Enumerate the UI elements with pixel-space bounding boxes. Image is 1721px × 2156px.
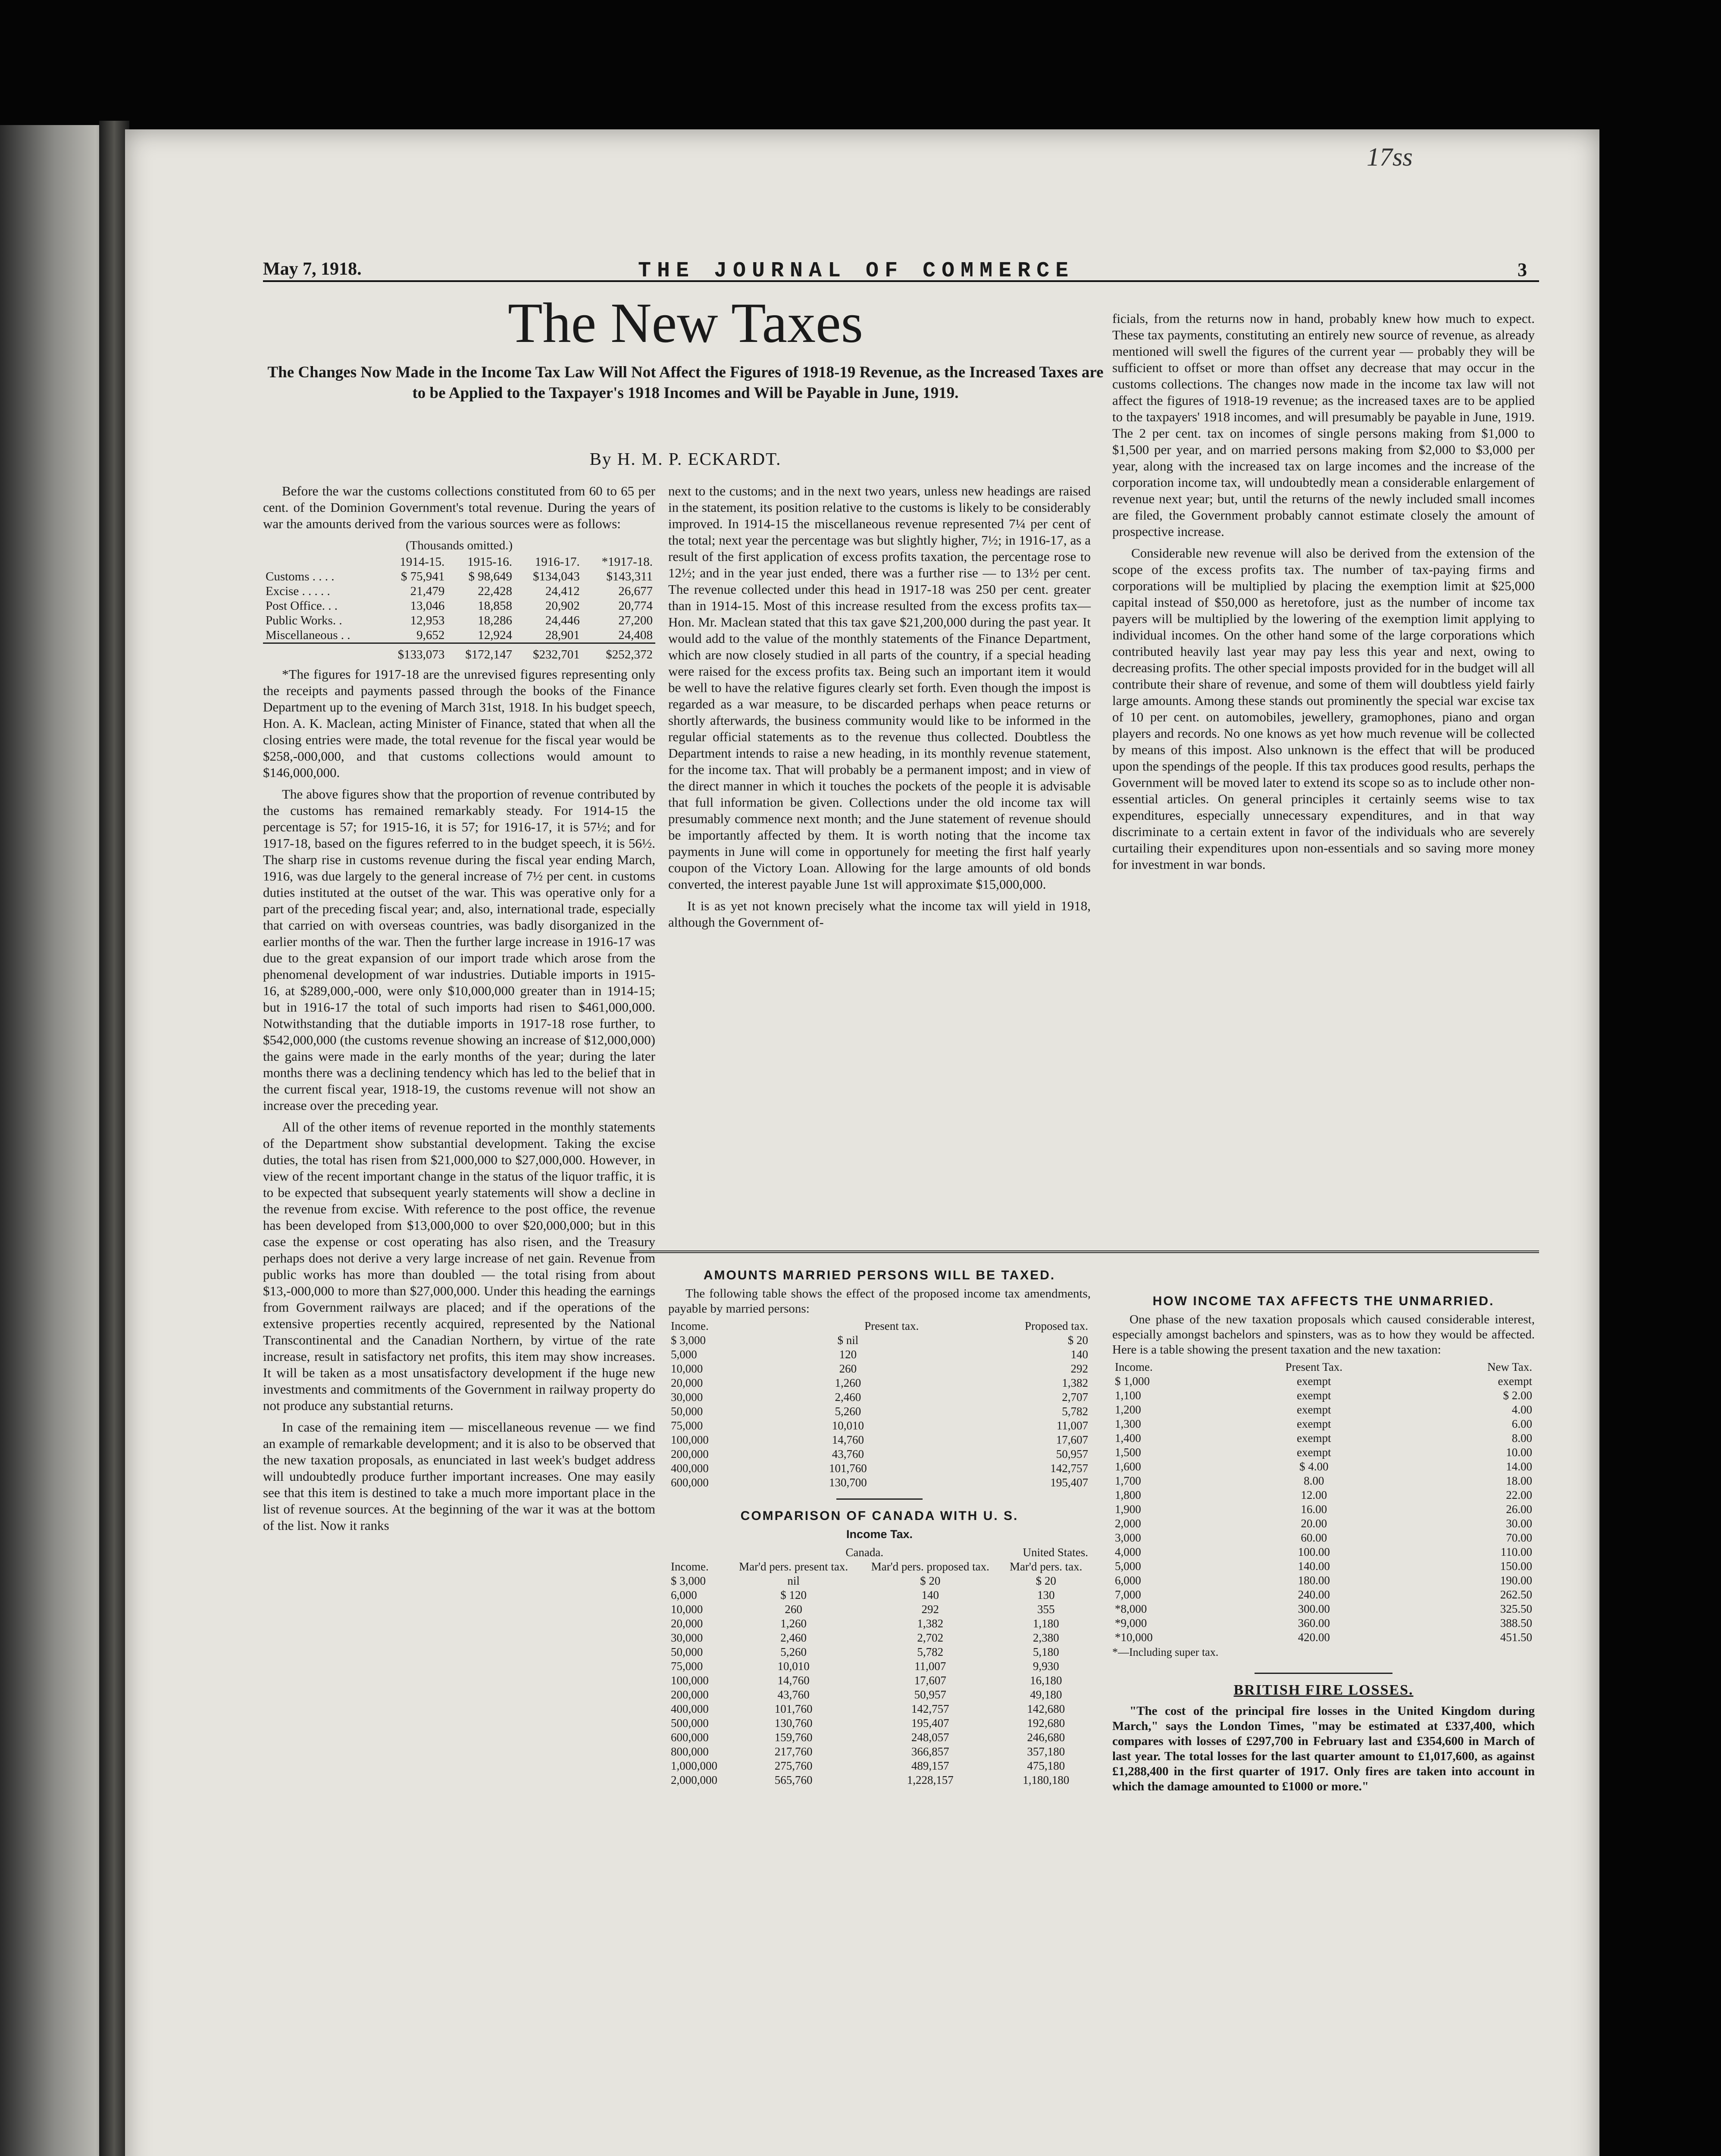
tax-cell: 1,260 — [780, 1617, 807, 1630]
tax-cell: 292 — [921, 1603, 939, 1616]
table-row — [668, 1745, 1091, 1759]
income-cell: 100,000 — [671, 1674, 709, 1687]
tax-cell: 26.00 — [1506, 1503, 1532, 1516]
row-label — [263, 643, 380, 662]
table-row — [1112, 1374, 1535, 1388]
tax-cell: 2,380 — [1033, 1631, 1059, 1644]
income-cell: *10,000 — [1115, 1631, 1153, 1644]
header-cell: Mar'd pers. tax. — [1010, 1560, 1083, 1573]
tax-cell: 10,010 — [832, 1419, 864, 1432]
table-cell: 18,858 — [478, 599, 513, 613]
table-cell: 13,046 — [410, 599, 445, 613]
tax-cell: 11,007 — [914, 1660, 946, 1673]
revenue-table — [263, 555, 655, 662]
tax-cell: 190.00 — [1500, 1574, 1532, 1587]
table-row — [668, 1419, 1091, 1433]
table-header-row — [1112, 1360, 1535, 1374]
tax-cell: $ 20 — [1067, 1334, 1088, 1347]
publication-name: THE JOURNAL OF COMMERCE — [638, 259, 1075, 283]
income-cell: 1,600 — [1115, 1460, 1141, 1473]
tax-cell: exempt — [1297, 1375, 1331, 1388]
header-cell: New Tax. — [1487, 1360, 1532, 1373]
tax-cell: $ 4.00 — [1299, 1460, 1329, 1473]
tax-cell: 140.00 — [1298, 1560, 1330, 1573]
tax-cell: 17,607 — [914, 1674, 946, 1687]
header-cell: 1915-16. — [467, 555, 513, 569]
income-cell: 800,000 — [671, 1745, 709, 1758]
tax-cell: 248,057 — [911, 1731, 949, 1744]
tax-cell: 101,760 — [829, 1462, 867, 1475]
tax-cell: 388.50 — [1500, 1617, 1532, 1630]
income-cell: 100,000 — [671, 1433, 709, 1446]
tax-cell: 14.00 — [1506, 1460, 1532, 1473]
tax-cell: 142,680 — [1027, 1702, 1065, 1715]
table-row — [263, 584, 655, 599]
tax-cell: 292 — [1070, 1362, 1088, 1375]
tax-cell: 60.00 — [1301, 1531, 1327, 1544]
tax-cell: 5,260 — [780, 1645, 807, 1658]
tax-cell: 20.00 — [1301, 1517, 1327, 1530]
tax-cell: exempt — [1297, 1432, 1331, 1445]
table-row — [668, 1476, 1091, 1490]
row-label: Excise . . . . . — [266, 584, 330, 598]
tax-cell: 1,180 — [1033, 1617, 1059, 1630]
tax-cell: 1,180,180 — [1023, 1774, 1070, 1786]
unmarried-box-title: HOW INCOME TAX AFFECTS THE UNMARRIED. — [1152, 1294, 1495, 1308]
income-cell: 1,800 — [1115, 1489, 1141, 1501]
tax-cell: 475,180 — [1027, 1759, 1065, 1772]
header-cell: Income. — [671, 1319, 709, 1332]
table-row — [668, 1333, 1091, 1348]
income-cell: 6,000 — [671, 1589, 697, 1601]
tax-cell: 120 — [839, 1348, 857, 1361]
income-cell: 1,400 — [1115, 1432, 1141, 1445]
income-cell: 400,000 — [671, 1462, 709, 1475]
income-cell: 200,000 — [671, 1688, 709, 1701]
blank-cell — [668, 1545, 728, 1560]
table-row — [668, 1574, 1091, 1588]
header-cell: Income. — [671, 1560, 709, 1573]
row-label: Miscellaneous . . — [266, 628, 350, 642]
income-cell: 4,000 — [1115, 1545, 1141, 1558]
header-cell: Mar'd pers. proposed tax. — [871, 1560, 989, 1573]
table-cell: $252,372 — [582, 643, 655, 662]
group-header-row — [668, 1545, 1091, 1560]
table-row — [1112, 1588, 1535, 1602]
section-divider — [629, 1250, 1539, 1253]
table-header-row — [668, 1319, 1091, 1333]
page-number: 3 — [1518, 259, 1527, 280]
income-cell: 10,000 — [671, 1362, 703, 1375]
married-box-intro: The following table shows the effect of the proposed income tax amendments, payable by married persons: — [668, 1287, 1091, 1316]
tax-cell: exempt — [1297, 1403, 1331, 1416]
tax-cell: 159,760 — [774, 1731, 813, 1744]
table-header-row — [668, 1560, 1091, 1574]
income-cell: 5,000 — [671, 1348, 697, 1361]
tax-cell: 6.00 — [1511, 1417, 1532, 1430]
tax-cell: 130 — [1037, 1589, 1055, 1601]
tax-cell: 360.00 — [1298, 1617, 1330, 1630]
tax-cell: 262.50 — [1500, 1588, 1532, 1601]
table-cell: 28,901 — [545, 628, 580, 642]
tax-cell: $ 20 — [920, 1574, 941, 1587]
article-paragraph: It is as yet not known precisely what the income tax will yield in 1918, although the Government of- — [668, 898, 1091, 930]
tax-cell: 10,010 — [777, 1660, 810, 1673]
tax-cell: 12.00 — [1301, 1489, 1327, 1501]
tax-cell: 1,260 — [835, 1376, 861, 1389]
income-cell: 5,000 — [1115, 1560, 1141, 1573]
income-cell: $ 1,000 — [1115, 1375, 1150, 1388]
table-row — [668, 1759, 1091, 1773]
tax-cell: nil — [787, 1574, 800, 1587]
article-paragraph: *The figures for 1917-18 are the unrevised figures representing only the receipts and payments passed through the books of the Finance Department up to the evening of March 31st, 1918. In his budget speech, Hon. A. K. Maclean, acting Minister of Finance, stated that when all the closing entries were made, the total revenue for the fiscal year would be $258,-000,000, and that customs collections would amount to $146,000,000. — [263, 667, 655, 780]
tax-cell: 355 — [1037, 1603, 1055, 1616]
table-row — [668, 1617, 1091, 1631]
tax-cell: 2,460 — [835, 1391, 861, 1404]
income-cell: 50,000 — [671, 1645, 703, 1658]
table-row — [263, 628, 655, 643]
table-row — [1112, 1602, 1535, 1616]
income-cell: *9,000 — [1115, 1617, 1147, 1630]
header-cell: Proposed tax. — [1025, 1319, 1088, 1332]
unmarried-tax-box — [1112, 1294, 1535, 1797]
table-row — [1112, 1388, 1535, 1403]
table-row — [1112, 1517, 1535, 1531]
table-row — [1112, 1431, 1535, 1445]
article-paragraph: All of the other items of revenue reported in the monthly statements of the Department show substantial development. Taking the excise duties, the total has risen from $21,000,000 to $27,000,000. However, in view of the recent important change in the status of the liquor traffic, it is to be expected that subsequent yearly statements will show a decline in the revenue from excise. With reference to the post office, the revenue has been developed from $13,000,000 to over $20,000,000; but in this case the expense or cost operating has also risen, and the Treasury perhaps does not derive a very large increase of net gain. Revenue from public works has more than doubled — the total rising from about $13,-000,000 to more than $27,000,000. Under this heading the earnings from Government railways are placed; and if the operations of the extensive properties recently acquired, represented by the National Transcontinental and the Canadian Northern, by virtue of the rate increase, result in satisfactory net profits, this item may show increases. It will be taken as a most unsatisfactory development if the huge new investments and commitments of the Government in railway property do not produce any substantial returns. — [263, 1119, 655, 1413]
tax-cell: 325.50 — [1500, 1602, 1532, 1615]
table-row — [668, 1376, 1091, 1390]
tax-cell: 150.00 — [1500, 1560, 1532, 1573]
table-row — [668, 1730, 1091, 1745]
box-separator — [1255, 1673, 1392, 1674]
comparison-box-subtitle: Income Tax. — [846, 1528, 913, 1541]
income-cell: 7,000 — [1115, 1588, 1141, 1601]
tax-cell: 130,760 — [774, 1717, 813, 1730]
article-title: The New Taxes — [507, 291, 864, 354]
income-cell: 75,000 — [671, 1419, 703, 1432]
income-cell: 1,300 — [1115, 1417, 1141, 1430]
table-cell: 26,677 — [618, 584, 653, 598]
income-cell: 600,000 — [671, 1476, 709, 1489]
tax-cell: 366,857 — [911, 1745, 949, 1758]
header-cell — [263, 555, 380, 569]
income-cell: 600,000 — [671, 1731, 709, 1744]
income-cell: $ 3,000 — [671, 1334, 706, 1347]
income-cell: 1,100 — [1115, 1389, 1141, 1402]
fire-losses-title: BRITISH FIRE LOSSES. — [1233, 1682, 1414, 1698]
table-row — [1112, 1417, 1535, 1431]
comparison-box-title: COMPARISON OF CANADA WITH U. S. — [740, 1509, 1019, 1523]
article-paragraph: Considerable new revenue will also be derived from the extension of the scope of the excess profits tax. The number of tax-paying firms and corporations will be multiplied by placing the exemption limit at $25,000 capital instead of $50,000 as heretofore, just as the number of income tax payers will be multiplied by the lowering of the exemption limit applying to individual incomes. On the other hand some of the large corporations which contributed heavily last year may pay less this year and next, owing to decreasing profits. The other special imposts provided for in the budget will all contribute their share of revenue, and some of them will doubtless yield fairly large amounts. Among these stands out prominently the special war excise tax of 10 per cent. on automobiles, jewellery, gramophones, piano and organ players and records. No one knows as yet how much revenue will be collected by means of this impost. Also unknown is the effect that will be produced upon the spendings of the people. If this tax produces good results, perhaps the Government will be moved later to extend its scope so as to include other non-essential articles. On general principles it certainly seems wise to tax expenditures, especially unnecessary expenditures, and in that way discriminate to a certain extent in favor of the individuals who are severely curtailing their expenditures upon non-essentials and so saving more money for investment in war bonds. — [1112, 545, 1535, 872]
revenue-table-header — [263, 555, 655, 569]
income-cell: $ 3,000 — [671, 1574, 706, 1587]
table-cell: 20,774 — [618, 599, 653, 613]
table-cell: $134,043 — [532, 570, 580, 583]
tax-cell: 130,700 — [829, 1476, 867, 1489]
tax-cell: 565,760 — [774, 1774, 813, 1786]
article-paragraph: next to the customs; and in the next two years, unless new headings are raised in the statement, its position relative to the customs is likely to be considerably improved. In 1914-15 the miscellaneous revenue represented 7¼ per cent of the total; next year the percentage was but slightly higher, 7½; in 1916-17, as a result of the first application of excess profits taxation, the percentage rose to 12½; and in the year just ended, there was a further rise — to 13½ per cent. The revenue collected under this head in 1917-18 was 250 per cent. greater than in 1914-15. Most of this increase resulted from the excess profits tax—Hon. Mr. Maclean stated that this tax gave $21,200,000 during the past year. It would add to the value of the monthly statements of the Finance Department, which are now closely studied in all parts of the country, if a special heading were raised for the excess profits tax. Being such an important item it would be well to have the relative figures clearly set forth. Even though the impost is regarded as a war measure, to be discarded perhaps when peace returns or shortly afterwards, the business community would like to be informed in the regular official statements as to the revenue thus collected. Doubtless the Department intends to raise a new heading, in its monthly revenue statement, for the income tax. That will probably be a permanent impost; and in view of the direct manner in which it touches the pockets of the people it is advisable that full information be given. Collections under the old income tax will presumably commence next month; and the June statement of revenue should be importantly affected by them. It is worth noting that the income tax payments in June will come in opportunely for meeting the first half yearly coupon of the Victory Loan. Allowing for the large amounts of old bonds converted, the interest payable June 1st will approximate $15,000,000. — [668, 483, 1091, 892]
article-column-3 — [1112, 310, 1535, 878]
table-cell: $172,147 — [447, 643, 515, 662]
tax-cell: 70.00 — [1506, 1531, 1532, 1544]
tax-cell: $ 120 — [780, 1589, 807, 1601]
tax-cell: 195,407 — [911, 1717, 949, 1730]
income-cell: 1,500 — [1115, 1446, 1141, 1459]
table-row — [263, 569, 655, 584]
table-row — [668, 1588, 1091, 1602]
header-cell: *1917-18. — [601, 555, 653, 569]
tax-cell: 275,760 — [774, 1759, 813, 1772]
header-cell: Income. — [1115, 1360, 1153, 1373]
table-row — [668, 1362, 1091, 1376]
table-cell: 9,652 — [416, 628, 445, 642]
tax-cell: 195,407 — [1050, 1476, 1088, 1489]
tax-cell: 14,760 — [832, 1433, 864, 1446]
tax-cell: 260 — [785, 1603, 802, 1616]
tax-cell: 300.00 — [1298, 1602, 1330, 1615]
table-cell: 21,479 — [410, 584, 445, 598]
tax-cell: 101,760 — [774, 1702, 813, 1715]
table-cell: 24,412 — [545, 584, 580, 598]
table-row — [668, 1702, 1091, 1716]
unmarried-tax-table — [1112, 1360, 1535, 1645]
table-row — [668, 1716, 1091, 1730]
comparison-table — [668, 1545, 1091, 1787]
article-paragraph: ficials, from the returns now in hand, probably knew how much to expect. These tax payments, constituting an entirely new source of revenue, as already mentioned will swell the figures of the current year — probably they will be sufficient to offset or more than offset any decrease that may occur in the customs collections. The changes now made in the income tax law will not affect the figures of 1918-19 revenue; as the increased taxes are to be applied to the taxpayers' 1918 incomes, and will presumably be payable in June, 1919. The 2 per cent. tax on incomes of single persons making from $1,000 to $1,500 per year, and on married persons making from $2,000 to $3,000 per year, along with the increased tax on large incomes and the increase of the corporation income tax, will undoubtedly mean a considerable enlargement of revenue next year; but, until the returns of the newly included small incomes are filed, the Government probably cannot estimate closely the amount of prospective increase. — [1112, 311, 1535, 539]
income-cell: 1,900 — [1115, 1503, 1141, 1516]
row-label: Customs . . . . — [266, 570, 335, 583]
tax-cell: 142,757 — [911, 1702, 949, 1715]
table-row — [1112, 1403, 1535, 1417]
tax-cell: exempt — [1297, 1417, 1331, 1430]
table-row — [668, 1348, 1091, 1362]
article-paragraph: In case of the remaining item — miscellaneous revenue — we find an example of remarkable development; and it is also to be observed that the new taxation proposals, as enunciated in last week's budget address will undoubtedly produce further important increases. One may easily see that this item is destined to take a much more important place in the list of revenue sources. At the beginning of the war it was at the bottom of the list. Now it ranks — [263, 1420, 655, 1533]
income-cell: 6,000 — [1115, 1574, 1141, 1587]
table-row — [1112, 1545, 1535, 1559]
tax-cell: 1,228,157 — [907, 1774, 954, 1786]
totals-row — [263, 643, 655, 662]
tax-cell: 5,260 — [835, 1405, 861, 1418]
table-cell: 12,953 — [410, 614, 445, 627]
fire-losses-section — [1112, 1704, 1535, 1794]
income-cell: 3,000 — [1115, 1531, 1141, 1544]
group-header-canada: Canada. — [845, 1546, 884, 1559]
table-row — [668, 1688, 1091, 1702]
tax-cell: 16.00 — [1301, 1503, 1327, 1516]
tax-cell: 16,180 — [1030, 1674, 1062, 1687]
table-row — [668, 1433, 1091, 1447]
tax-cell: 18.00 — [1506, 1474, 1532, 1487]
tax-cell: 11,007 — [1056, 1419, 1088, 1432]
income-cell: 2,000,000 — [671, 1774, 717, 1786]
tax-cell: 140 — [921, 1589, 939, 1601]
table-row — [668, 1673, 1091, 1688]
tax-cell: 2,707 — [1062, 1391, 1088, 1404]
table-cell: 22,428 — [478, 584, 513, 598]
income-cell: 75,000 — [671, 1660, 703, 1673]
income-cell: 1,700 — [1115, 1474, 1141, 1487]
tax-cell: 357,180 — [1027, 1745, 1065, 1758]
tax-cell: 14,760 — [777, 1674, 810, 1687]
married-tax-table — [668, 1319, 1091, 1490]
income-cell: 400,000 — [671, 1702, 709, 1715]
newspaper-page — [125, 129, 1599, 2156]
intro-paragraph: Before the war the customs collections constituted from 60 to 65 per cent. of the Dominion Government's total revenue. During the years of war the amounts derived from the various sources were as follows: — [263, 483, 655, 531]
tax-cell: 2,460 — [780, 1631, 807, 1644]
income-cell: 20,000 — [671, 1617, 703, 1630]
tax-cell: 22.00 — [1506, 1489, 1532, 1501]
tax-cell: 9,930 — [1033, 1660, 1059, 1673]
income-cell: 200,000 — [671, 1448, 709, 1460]
table-row — [263, 599, 655, 613]
table-cell: 12,924 — [478, 628, 513, 642]
tax-cell: 180.00 — [1298, 1574, 1330, 1587]
tax-cell: 43,760 — [832, 1448, 864, 1460]
table-cell: 24,446 — [545, 614, 580, 627]
tax-cell: $ nil — [837, 1334, 859, 1347]
table-cell: 27,200 — [618, 614, 653, 627]
married-tax-box — [668, 1268, 1091, 1787]
table-cell: 24,408 — [618, 628, 653, 642]
income-cell: 1,200 — [1115, 1403, 1141, 1416]
tax-cell: 2,702 — [917, 1631, 944, 1644]
table-cell: $133,073 — [380, 643, 447, 662]
tax-cell: 140 — [1070, 1348, 1088, 1361]
table-cell: $ 98,649 — [468, 570, 513, 583]
fire-losses-text: "The cost of the principal fire losses in the United Kingdom during March," says the London Times, "may be estimated at £337,400, which compares with losses of £297,700 in February last and £354,600 in March of last year. The total losses for the last quarter amount to £1,017,600, as against £1,288,400 in the first quarter of 1917. Only fires are taken into account in which the damage amounted to £1000 or more." — [1112, 1704, 1535, 1793]
table-row — [668, 1631, 1091, 1645]
table-cell: 20,902 — [545, 599, 580, 613]
header-cell: 1916-17. — [535, 555, 580, 569]
table-row — [1112, 1445, 1535, 1460]
tax-cell: exempt — [1297, 1446, 1331, 1459]
tax-cell: 420.00 — [1298, 1631, 1330, 1644]
tax-cell: 49,180 — [1030, 1688, 1062, 1701]
tax-cell: 240.00 — [1298, 1588, 1330, 1601]
table-row — [1112, 1460, 1535, 1474]
table-cell: $143,311 — [606, 570, 653, 583]
table-row — [1112, 1559, 1535, 1573]
income-cell: 50,000 — [671, 1405, 703, 1418]
table-row — [668, 1461, 1091, 1476]
tax-cell: 246,680 — [1027, 1731, 1065, 1744]
article-byline: By H. M. P. ECKARDT. — [589, 449, 782, 469]
table-row — [1112, 1573, 1535, 1588]
row-label: Post Office. . . — [266, 599, 338, 613]
tax-cell: 142,757 — [1050, 1462, 1088, 1475]
tax-cell: 489,157 — [911, 1759, 949, 1772]
tax-cell: 192,680 — [1027, 1717, 1065, 1730]
tax-cell: 10.00 — [1506, 1446, 1532, 1459]
tax-cell: 30.00 — [1506, 1517, 1532, 1530]
tax-cell: 110.00 — [1500, 1545, 1532, 1558]
tax-cell: 451.50 — [1500, 1631, 1532, 1644]
table-row — [668, 1659, 1091, 1673]
income-cell: 2,000 — [1115, 1517, 1141, 1530]
tax-cell: exempt — [1297, 1389, 1331, 1402]
article-column-2 — [668, 483, 1091, 936]
header-cell: Mar'd pers. present tax. — [739, 1560, 848, 1573]
income-cell: 500,000 — [671, 1717, 709, 1730]
income-cell: *8,000 — [1115, 1602, 1147, 1615]
tax-cell: 1,382 — [917, 1617, 944, 1630]
row-label: Public Works. . — [266, 614, 342, 627]
tax-cell: 17,607 — [1056, 1433, 1088, 1446]
table-row — [668, 1645, 1091, 1659]
table-row — [668, 1773, 1091, 1787]
header-cell: Present Tax. — [1285, 1360, 1343, 1373]
tax-cell: 5,782 — [917, 1645, 944, 1658]
income-cell: 30,000 — [671, 1391, 703, 1404]
tax-cell: 50,957 — [1056, 1448, 1088, 1460]
table-row — [668, 1447, 1091, 1461]
tax-cell: 260 — [839, 1362, 857, 1375]
table-note: (Thousands omitted.) — [405, 539, 513, 552]
married-box-title: AMOUNTS MARRIED PERSONS WILL BE TAXED. — [703, 1268, 1056, 1282]
table-row — [668, 1404, 1091, 1419]
tax-cell: $ 20 — [1036, 1574, 1056, 1587]
table-row — [668, 1390, 1091, 1404]
tax-cell: $ 2.00 — [1503, 1389, 1532, 1402]
tax-cell: 100.00 — [1298, 1545, 1330, 1558]
tax-cell: 8.00 — [1511, 1432, 1532, 1445]
article-paragraph: The above figures show that the proportion of revenue contributed by the customs has remained remarkably steady. For 1914-15 the percentage is 57; for 1915-16, it is 57; for 1916-17, it is 57½; and for 1917-18, based on the figures referred to in the budget speech, it is 56½. The sharp rise in customs revenue during the fiscal year ending March, 1916, was due largely to the general increase of 7½ per cent. in customs duties instituted at the outset of the war. This was operative only for a part of the preceding fiscal year; and, also, international trade, especially that carried on with overseas countries, was badly disorganized in the earlier months of the war. Then the further large increase in 1916-17 was due to the great expansion of our import trade which arose from the phenomenal development of war industries. Dutiable imports in 1915-16, at $289,000,-000, were only $10,000,000 greater than in 1914-15; but in 1916-17 the total of such imports had risen to $461,000,000. Notwithstanding that the dutiable imports in 1917-18 rose further, to $542,000,000 (the customs revenue showing an increase of $12,000,000) the gains were made in the early months of the year; during the later months there was a declining tendency which has led to the belief that in the current fiscal year, 1918-19, the customs revenue will not show an increase over the preceding year. — [263, 787, 655, 1113]
income-cell: 20,000 — [671, 1376, 703, 1389]
tax-cell: exempt — [1498, 1375, 1532, 1388]
table-row — [1112, 1502, 1535, 1517]
income-cell: 30,000 — [671, 1631, 703, 1644]
tax-cell: 50,957 — [914, 1688, 946, 1701]
tax-cell: 5,180 — [1033, 1645, 1059, 1658]
tax-cell: 217,760 — [774, 1745, 813, 1758]
table-row — [668, 1602, 1091, 1617]
income-cell: 1,000,000 — [671, 1759, 717, 1772]
handwritten-mark: 17ss — [1367, 143, 1413, 171]
article-subtitle: The Changes Now Made in the Income Tax Law Will Not Affect the Figures of 1918-19 Revenue, as the Increased Taxes are to be Applied to the Taxpayer's 1918 Incomes and Will be Payable in June, 1919. — [267, 364, 1104, 402]
table-row — [1112, 1488, 1535, 1502]
unmarried-footnote: *—Including super tax. — [1112, 1646, 1219, 1658]
table-cell: 18,286 — [478, 614, 513, 627]
tax-cell: 1,382 — [1062, 1376, 1088, 1389]
tax-cell: 43,760 — [777, 1688, 810, 1701]
income-cell: 10,000 — [671, 1603, 703, 1616]
table-row — [1112, 1531, 1535, 1545]
tax-cell: 4.00 — [1511, 1403, 1532, 1416]
table-row — [1112, 1630, 1535, 1645]
table-row — [1112, 1616, 1535, 1630]
tax-cell: 5,782 — [1062, 1405, 1088, 1418]
unmarried-box-intro: One phase of the new taxation proposals which caused considerable interest, especially amongst bachelors and spinsters, was as to how they would be affected. Here is a table showing the present taxation and the new taxation: — [1112, 1313, 1535, 1357]
article-column-1 — [263, 483, 655, 1539]
group-header-us: United States. — [1023, 1546, 1088, 1559]
header-cell: Present tax. — [864, 1319, 919, 1332]
header-cell: 1914-15. — [400, 555, 445, 569]
table-row — [263, 613, 655, 628]
table-row — [1112, 1474, 1535, 1488]
issue-date: May 7, 1918. — [263, 259, 362, 279]
header-rule — [263, 280, 1539, 282]
box-separator — [836, 1498, 923, 1500]
tax-cell: 8.00 — [1304, 1474, 1324, 1487]
table-cell: $ 75,941 — [401, 570, 445, 583]
table-cell: $232,701 — [515, 643, 582, 662]
